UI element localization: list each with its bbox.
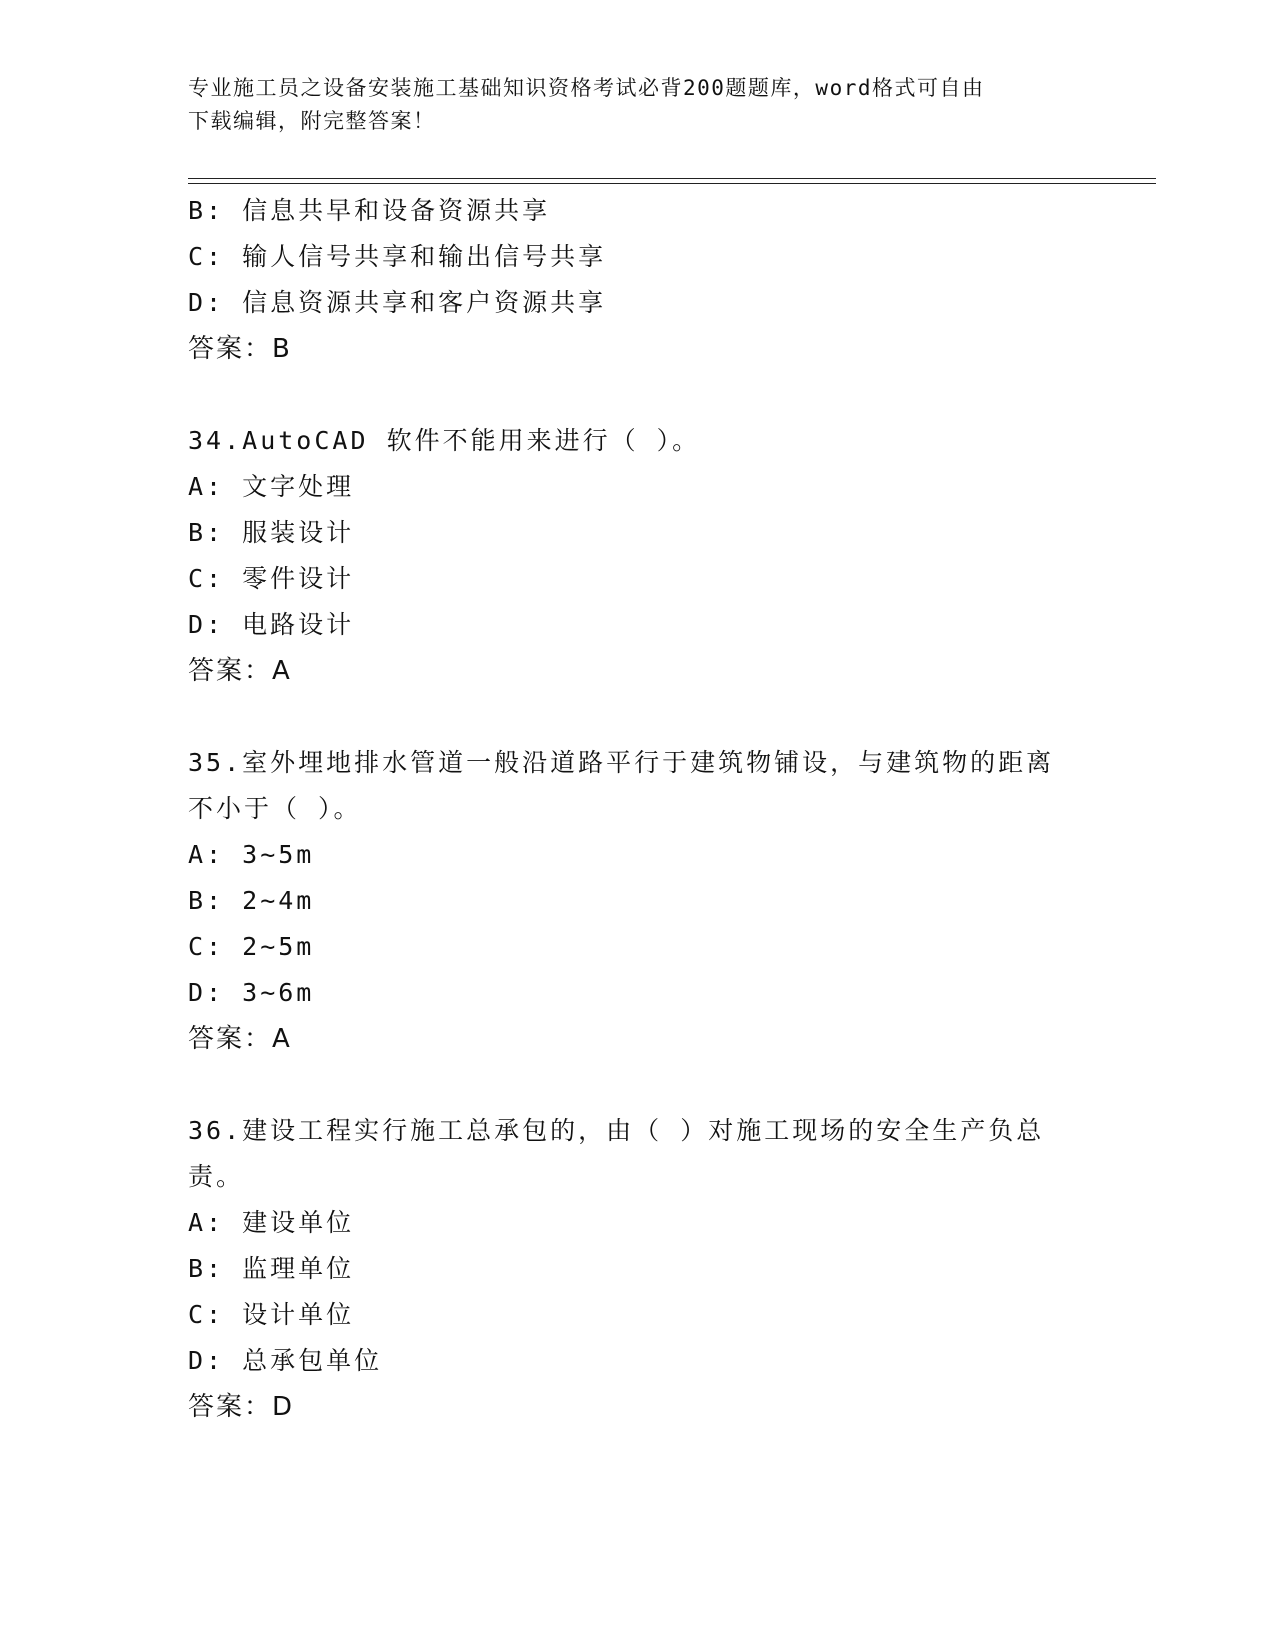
- option-a: A: 建设单位: [188, 1208, 355, 1237]
- question-text-line-1: 35.室外埋地排水管道一般沿道路平行于建筑物铺设，与建筑物的距离: [188, 748, 1055, 777]
- question-text-line-2: 不小于（ ）。: [188, 794, 362, 823]
- answer-line: 答案：B: [188, 334, 292, 364]
- question-36: [188, 1108, 1088, 1430]
- question-text-line-1: 36.建设工程实行施工总承包的，由（ ）对施工现场的安全生产负总: [188, 1116, 1045, 1145]
- document-header: [188, 72, 1088, 138]
- spacer: [188, 694, 1088, 740]
- spacer: [188, 1062, 1088, 1108]
- header-divider-bottom: [188, 183, 1156, 184]
- option-d: D: 信息资源共享和客户资源共享: [188, 288, 607, 317]
- option-d: D: 电路设计: [188, 610, 355, 639]
- question-list: [188, 188, 1088, 1430]
- option-a: A: 文字处理: [188, 472, 355, 501]
- header-divider-top: [188, 178, 1156, 179]
- question-35: [188, 740, 1088, 1062]
- question-34: [188, 418, 1088, 694]
- option-a: A: 3~5m: [188, 840, 315, 869]
- question-text-line-2: 责。: [188, 1162, 245, 1191]
- answer-line: 答案：A: [188, 1024, 292, 1054]
- answer-line: 答案：A: [188, 656, 292, 686]
- option-b: B: 信息共早和设备资源共享: [188, 196, 551, 225]
- option-d: D: 3~6m: [188, 978, 315, 1007]
- header-line-2: 下载编辑，附完整答案！: [188, 109, 436, 133]
- option-c: C: 输人信号共享和输出信号共享: [188, 242, 607, 271]
- option-b: B: 服装设计: [188, 518, 355, 547]
- option-b: B: 2~4m: [188, 886, 315, 915]
- option-c: C: 2~5m: [188, 932, 315, 961]
- option-c: C: 设计单位: [188, 1300, 355, 1329]
- option-b: B: 监理单位: [188, 1254, 355, 1283]
- option-d: D: 总承包单位: [188, 1346, 383, 1375]
- question-33: [188, 188, 1088, 372]
- question-text: 34.AutoCAD 软件不能用来进行（ ）。: [188, 426, 701, 455]
- header-line-1: 专业施工员之设备安装施工基础知识资格考试必背200题题库，word格式可自由: [188, 76, 985, 100]
- option-c: C: 零件设计: [188, 564, 355, 593]
- spacer: [188, 372, 1088, 418]
- answer-line: 答案：D: [188, 1392, 295, 1422]
